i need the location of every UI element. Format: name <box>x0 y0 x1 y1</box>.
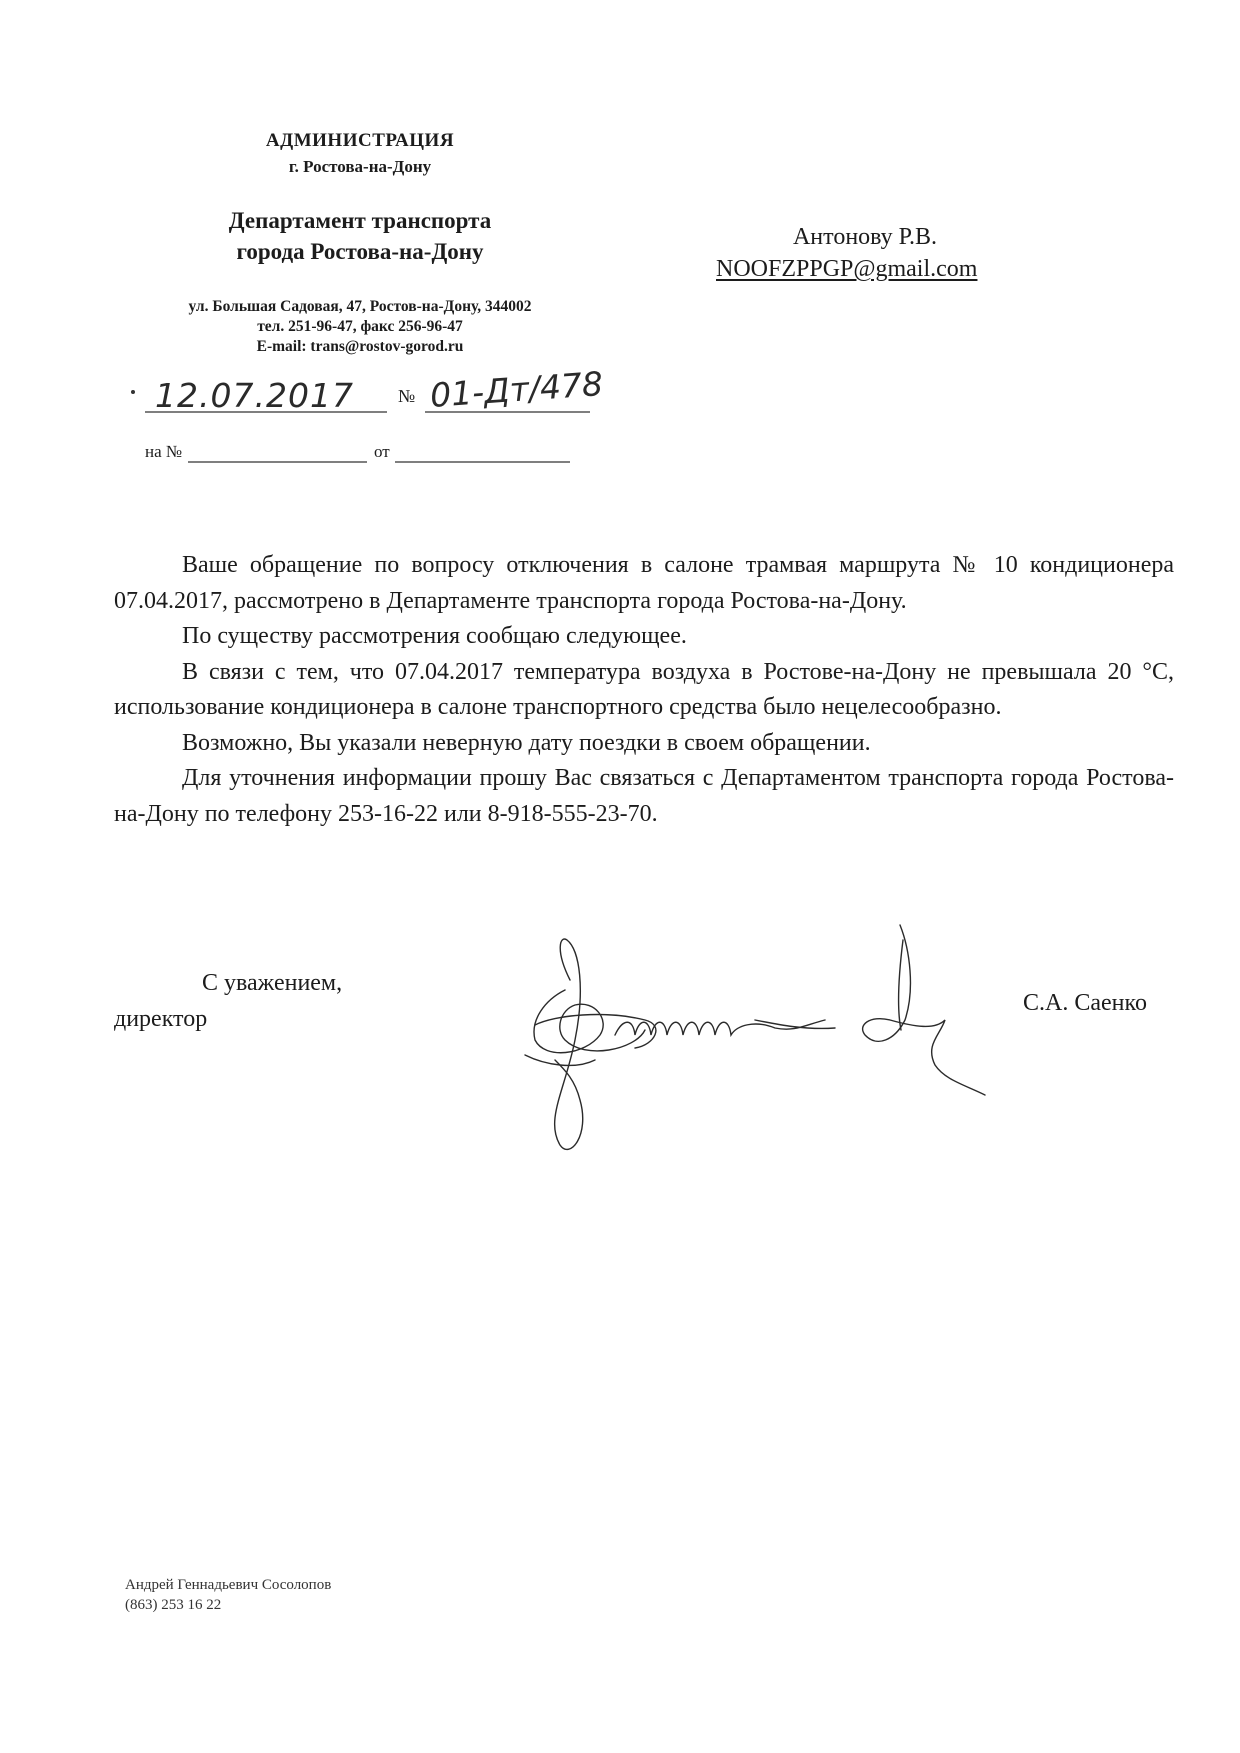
registration-date: 12.07.2017 <box>155 376 354 415</box>
closing-block <box>114 965 342 1037</box>
registration-number: 01-Дт/478 <box>428 364 605 415</box>
closing-regards: С уважением, <box>202 970 343 996</box>
signature <box>505 920 1015 1160</box>
executor-name: Андрей Геннадьевич Сосолопов <box>125 1577 332 1593</box>
body-paragraph: Возможно, Вы указали неверную дату поездки в своем обращении. <box>182 729 871 756</box>
letterhead-email: E-mail: trans@rostov-gorod.ru <box>256 338 464 355</box>
addressee-name: Антонову Р.В. <box>792 224 938 250</box>
reference-ot-label: от <box>374 442 390 461</box>
body-paragraph: По существу рассмотрения сообщаю следующее. <box>182 623 687 649</box>
executor-footer <box>125 1575 331 1615</box>
department-line-1: Департамент транспорта <box>228 208 492 233</box>
letterhead-admin: АДМИНИСТРАЦИЯ <box>265 130 455 151</box>
reference-na-label: на № <box>145 442 183 461</box>
closing-position: директор <box>114 1006 208 1032</box>
reference-line <box>145 438 605 468</box>
addressee-email: NOOFZPPGP@gmail.com <box>716 256 978 282</box>
executor-phone: (863) 253 16 22 <box>125 1597 222 1613</box>
letterhead-city: г. Ростова-на-Дону <box>288 157 432 176</box>
body-paragraph: Для уточнения информации прошу Вас связаться с Департаментом транспорта города Ростова-на-Дону по телефону 253-16-22 или 8-918-555-23-70. <box>114 765 1174 827</box>
signer-name: С.А. Саенко <box>1023 990 1147 1016</box>
letterhead-address: ул. Большая Садовая, 47, Ростов-на-Дону, 344002 <box>188 298 532 315</box>
department-line-2: города Ростова-на-Дону <box>236 239 484 264</box>
letterhead-department <box>160 205 560 267</box>
registration-line <box>125 364 625 420</box>
body-paragraph: В связи с тем, что 07.04.2017 температура воздуха в Ростове-на-Дону не превышала 20 °С, использование кондиционера в салоне транспортного средства было нецелесообразно. <box>114 658 1174 720</box>
body-paragraph: Ваше обращение по вопросу отключения в салоне трамвая маршрута № 10 кондиционера 07.04.2017, рассмотрено в Департаменте транспорта города Ростова-на-Дону. <box>114 552 1174 614</box>
letterhead-phone: тел. 251-96-47, факс 256-96-47 <box>257 318 463 335</box>
letter-body <box>114 548 1174 832</box>
registration-number-label: № <box>398 386 416 406</box>
letterhead-contacts <box>120 297 600 357</box>
